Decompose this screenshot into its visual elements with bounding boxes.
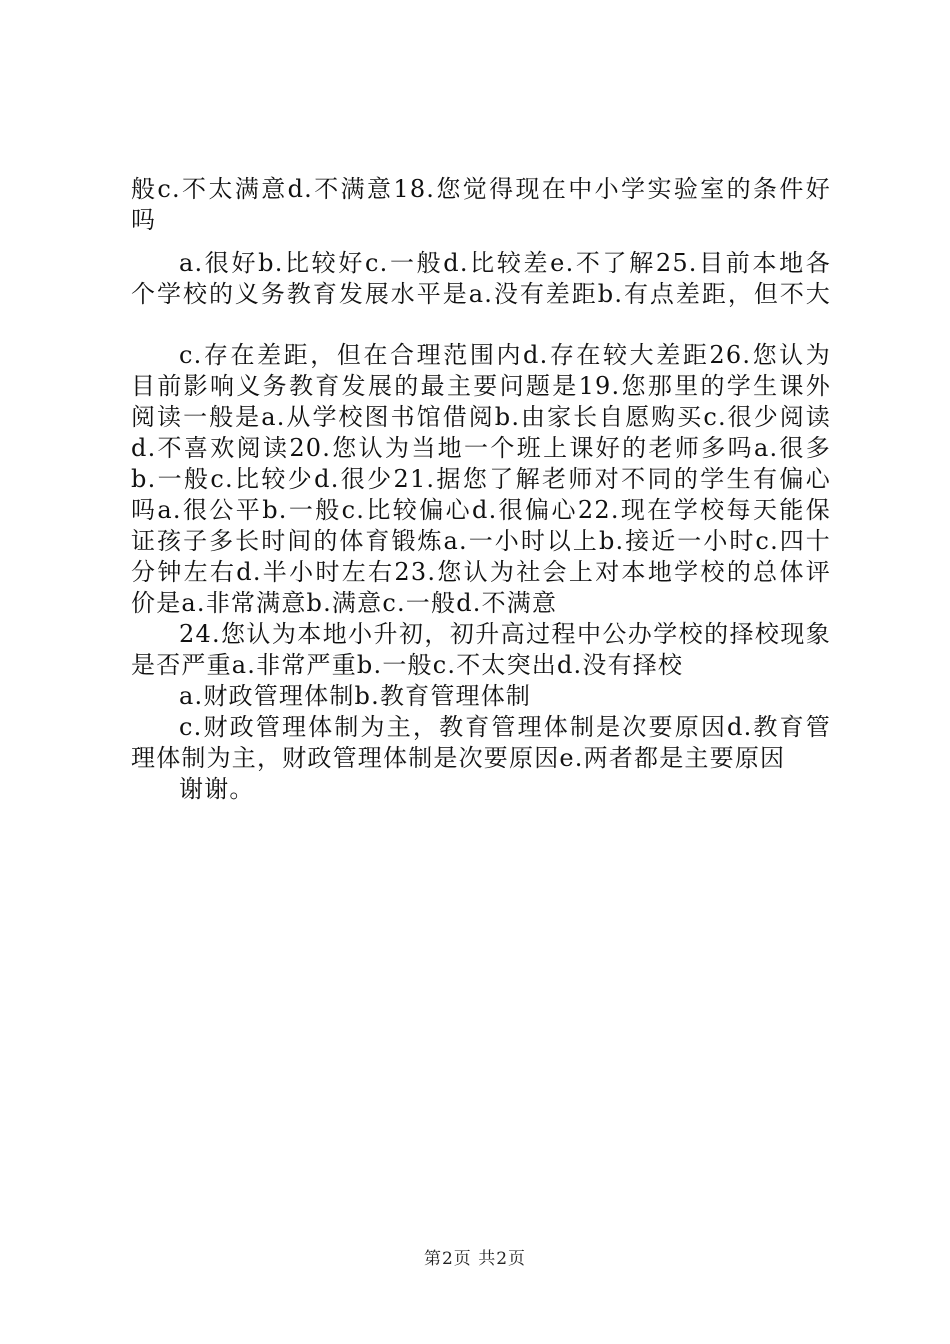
text-line: 吗a.很公平b.一般c.比较偏心d.很偏心22.现在学校每天能保 — [131, 496, 831, 524]
page-footer — [0, 1244, 950, 1269]
text-line: 价是a.非常满意b.满意c.一般d.不满意 — [131, 589, 558, 617]
text-line: a.很好b.比较好c.一般d.比较差e.不了解25.目前本地各 — [179, 249, 831, 277]
document-body — [131, 174, 831, 805]
text-line: 吗 — [131, 206, 157, 234]
text-line: c.财政管理体制为主，教育管理体制是次要原因d.教育管 — [179, 713, 831, 741]
page-number-label: 第2页 共2页 — [423, 1249, 527, 1269]
text-line: a.财政管理体制b.教育管理体制 — [179, 682, 532, 710]
text-line: b.一般c.比较少d.很少21.据您了解老师对不同的学生有偏心 — [131, 465, 831, 493]
text-line: 般c.不太满意d.不满意18.您觉得现在中小学实验室的条件好 — [131, 175, 831, 203]
text-line: 分钟左右d.半小时左右23.您认为社会上对本地学校的总体评 — [131, 558, 831, 586]
text-line: 证孩子多长时间的体育锻炼a.一小时以上b.接近一小时c.四十 — [131, 527, 831, 555]
text-line: 理体制为主，财政管理体制是次要原因e.两者都是主要原因 — [131, 744, 786, 772]
text-line: 个学校的义务教育发展水平是a.没有差距b.有点差距，但不大 — [131, 280, 831, 308]
text-line: 目前影响义务教育发展的最主要问题是19.您那里的学生课外 — [131, 372, 831, 400]
text-line: 是否严重a.非常严重b.一般c.不太突出d.没有择校 — [131, 651, 684, 679]
text-line: d.不喜欢阅读20.您认为当地一个班上课好的老师多吗a.很多 — [131, 434, 831, 462]
text-line: 谢谢。 — [179, 775, 255, 803]
text-line: 24.您认为本地小升初，初升高过程中公办学校的择校现象 — [179, 620, 831, 648]
text-line: c.存在差距，但在合理范围内d.存在较大差距26.您认为 — [179, 341, 831, 369]
text-line: 阅读一般是a.从学校图书馆借阅b.由家长自愿购买c.很少阅读 — [131, 403, 831, 431]
